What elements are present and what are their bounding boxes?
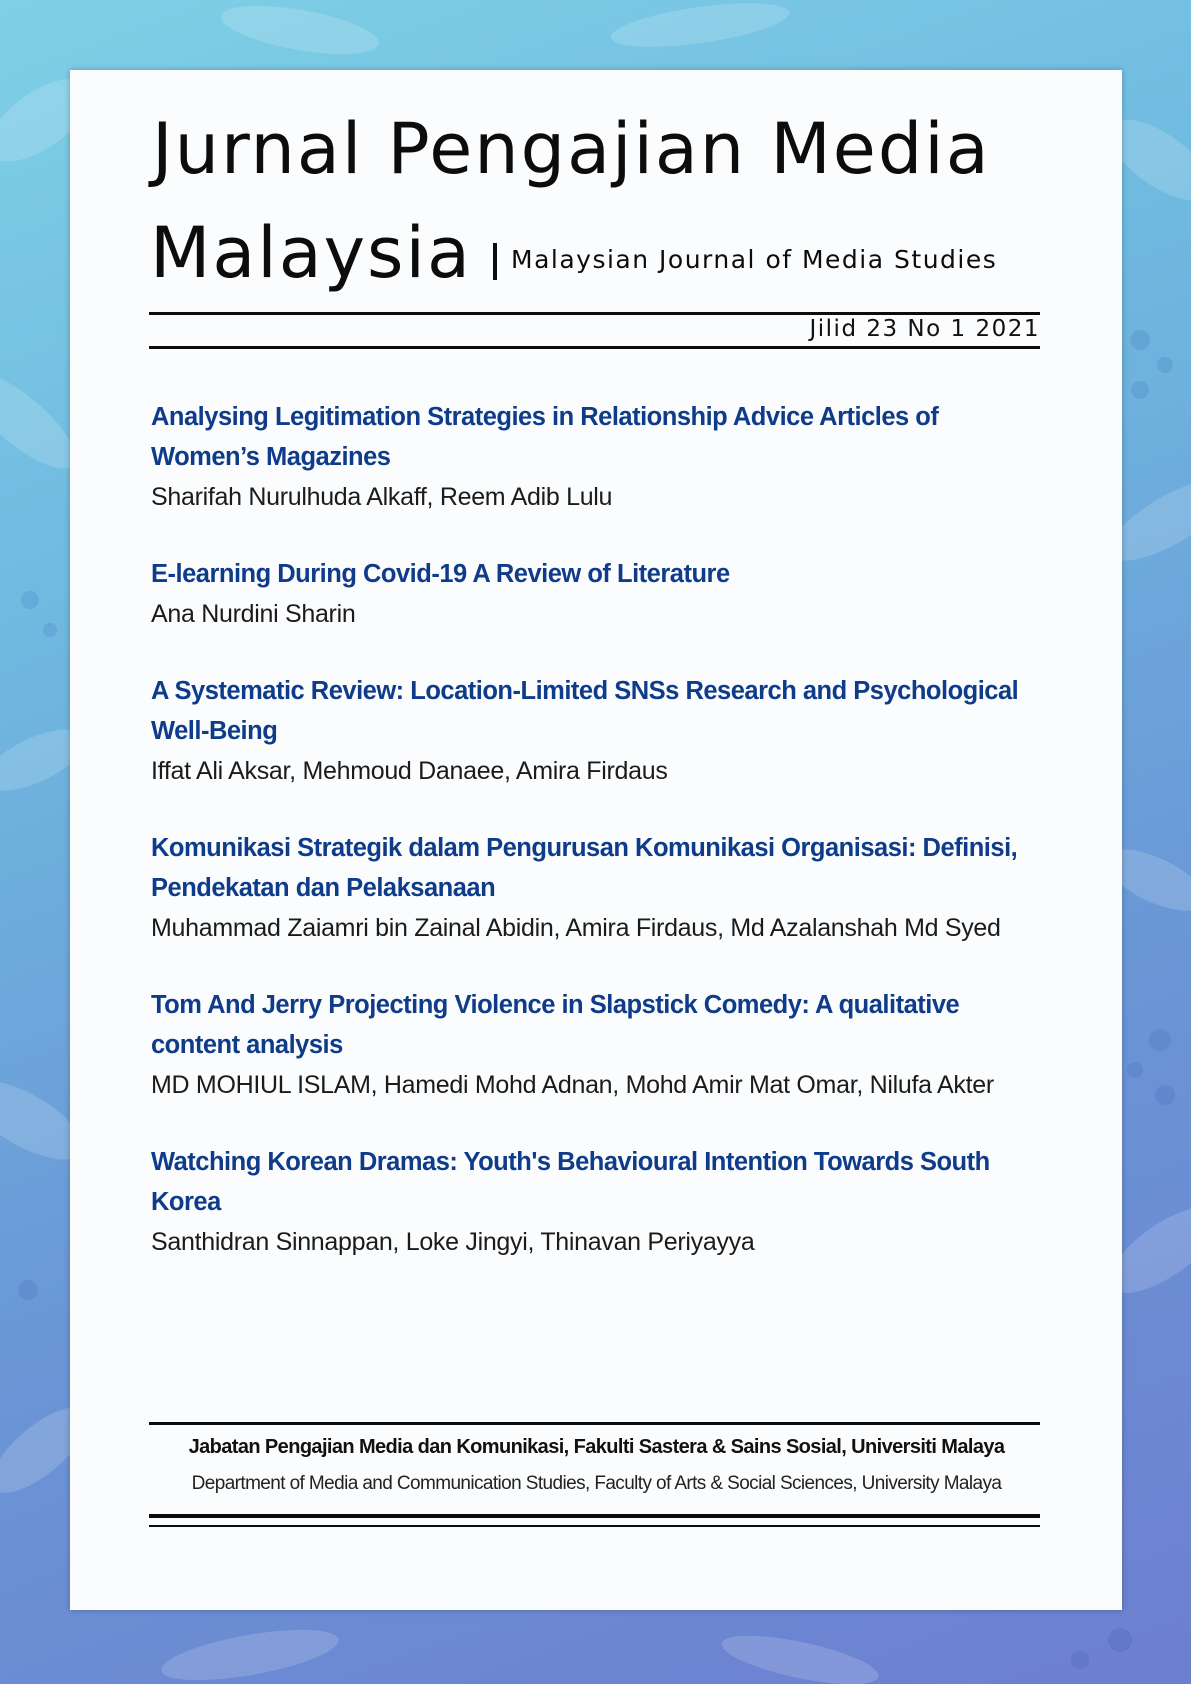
footer-rule-bottom-thick	[149, 1514, 1040, 1518]
journal-title-line1: Jurnal Pengajian Media	[152, 108, 991, 190]
article-authors: Muhammad Zaiamri bin Zainal Abidin, Amira Firdaus, Md Azalanshah Md Syed	[151, 914, 1001, 942]
article-authors: Santhidran Sinnappan, Loke Jingyi, Thinavan Periyayya	[151, 1228, 755, 1256]
article-authors: Ana Nurdini Sharin	[151, 600, 356, 628]
footer-rule-top	[149, 1422, 1040, 1425]
article-item	[151, 397, 1041, 517]
article-item	[151, 554, 1041, 634]
article-authors: MD MOHIUL ISLAM, Hamedi Mohd Adnan, Mohd Amir Mat Omar, Nilufa Akter	[151, 1071, 994, 1099]
article-title[interactable]: E-learning During Covid-19 A Review of Literature	[151, 560, 730, 588]
article-title[interactable]: Analysing Legitimation Strategies in Relationship Advice Articles of Women’s Magazines	[151, 403, 939, 471]
article-title[interactable]: A Systematic Review: Location-Limited SNSs Research and Psychological Well-Being	[151, 677, 1019, 745]
issue-label: Jilid 23 No 1 2021	[809, 316, 1040, 342]
article-authors: Sharifah Nurulhuda Alkaff, Reem Adib Lulu	[151, 483, 613, 511]
cover-card	[70, 70, 1122, 1610]
article-title[interactable]: Komunikasi Strategik dalam Pengurusan Komunikasi Organisasi: Definisi, Pendekatan dan Pelaksanaan	[151, 834, 1018, 902]
header-rule-bottom	[149, 346, 1040, 349]
article-item	[151, 828, 1041, 948]
journal-title-line2: Malaysia	[150, 212, 472, 294]
article-title[interactable]: Watching Korean Dramas: Youth's Behavioural Intention Towards South Korea	[151, 1148, 990, 1216]
article-item	[151, 671, 1041, 791]
journal-subtitle: Malaysian Journal of Media Studies	[511, 245, 998, 274]
footer-department-malay: Jabatan Pengajian Media dan Komunikasi, Fakulti Sastera & Sains Sosial, Universiti Malaya	[188, 1436, 1005, 1458]
footer-department-english: Department of Media and Communication Studies, Faculty of Arts & Social Sciences, University Malaya	[191, 1473, 1002, 1494]
article-authors: Iffat Ali Aksar, Mehmoud Danaee, Amira Firdaus	[151, 757, 668, 785]
footer-rule-bottom-thin	[149, 1525, 1040, 1527]
title-separator	[493, 243, 497, 280]
article-item	[151, 1142, 1041, 1262]
article-list	[151, 397, 1041, 1299]
article-item	[151, 985, 1041, 1105]
article-title[interactable]: Tom And Jerry Projecting Violence in Slapstick Comedy: A qualitative content analysis	[151, 991, 960, 1059]
